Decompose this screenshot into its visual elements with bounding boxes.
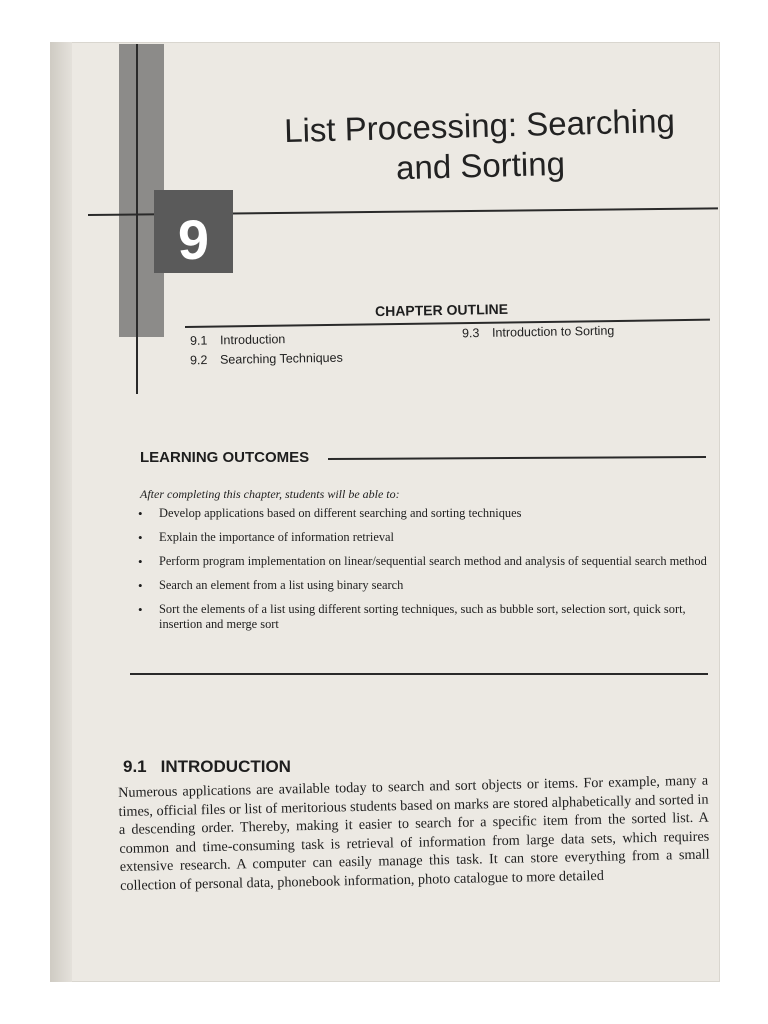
bullet: • xyxy=(138,554,143,569)
learning-outcomes-heading: LEARNING OUTCOMES xyxy=(140,449,310,466)
list-item-text: Develop applications based on different searching and sorting techniques xyxy=(159,506,522,520)
bullet: • xyxy=(138,506,143,521)
outline-item-9-3 xyxy=(462,324,615,341)
section-number: 9.1 xyxy=(123,757,147,776)
bullet: • xyxy=(138,602,143,617)
list-item-text: Sort the elements of a list using different sorting techniques, such as bubble sort, selection sort, quick sort, insertion and merge sort xyxy=(159,602,686,631)
outline-item-number: 9.1 xyxy=(189,333,208,348)
outline-item-number: 9.2 xyxy=(189,353,208,368)
outline-item-9-1 xyxy=(190,332,286,348)
page-binding-edge xyxy=(50,42,72,982)
bullet: • xyxy=(138,530,143,545)
chapter-title-line1: List Processing: Searching xyxy=(283,101,676,150)
list-item xyxy=(135,530,707,545)
outline-item-label: Searching Techniques xyxy=(219,350,343,367)
outline-item-label: Introduction to Sorting xyxy=(491,323,615,340)
list-item xyxy=(135,578,707,593)
learning-outcomes-list xyxy=(135,506,707,641)
chapter-outline-heading: CHAPTER OUTLINE xyxy=(374,300,509,320)
list-item xyxy=(135,506,707,521)
vertical-rule xyxy=(136,44,138,394)
chapter-title xyxy=(254,100,706,192)
chapter-number: 9 xyxy=(154,190,233,273)
list-item-text: Explain the importance of information retrieval xyxy=(159,530,394,544)
learning-outcomes-bottom-rule xyxy=(130,673,708,675)
chapter-title-line2: and Sorting xyxy=(395,144,566,187)
list-item-text: Search an element from a list using binary search xyxy=(159,578,404,592)
outline-item-number: 9.3 xyxy=(461,326,480,341)
section-heading xyxy=(123,757,291,777)
outline-item-label: Introduction xyxy=(219,332,286,348)
list-item-text: Perform program implementation on linear/sequential search method and analysis of sequential search method xyxy=(159,554,707,568)
bullet: • xyxy=(138,578,143,593)
list-item xyxy=(135,554,707,569)
learning-outcomes-intro: After completing this chapter, students will be able to: xyxy=(140,487,400,501)
section-paragraph: Numerous applications are available today to search and sort objects or items. For example, many a times, official files or list of meritorious students based on marks are stored alphabetically and sorted in a descending order. Thereby, making it easier to search for a specific item from the sorted list. A common and time-consuming task is retrieval of information from large data sets, which requires extensive research. A computer can easily manage this task. It can store everything from a small collection of personal data, phonebook information, photo catalogue to more detailed xyxy=(118,772,710,894)
list-item xyxy=(135,602,707,632)
outline-item-9-2 xyxy=(190,351,343,368)
section-title: INTRODUCTION xyxy=(160,757,291,776)
